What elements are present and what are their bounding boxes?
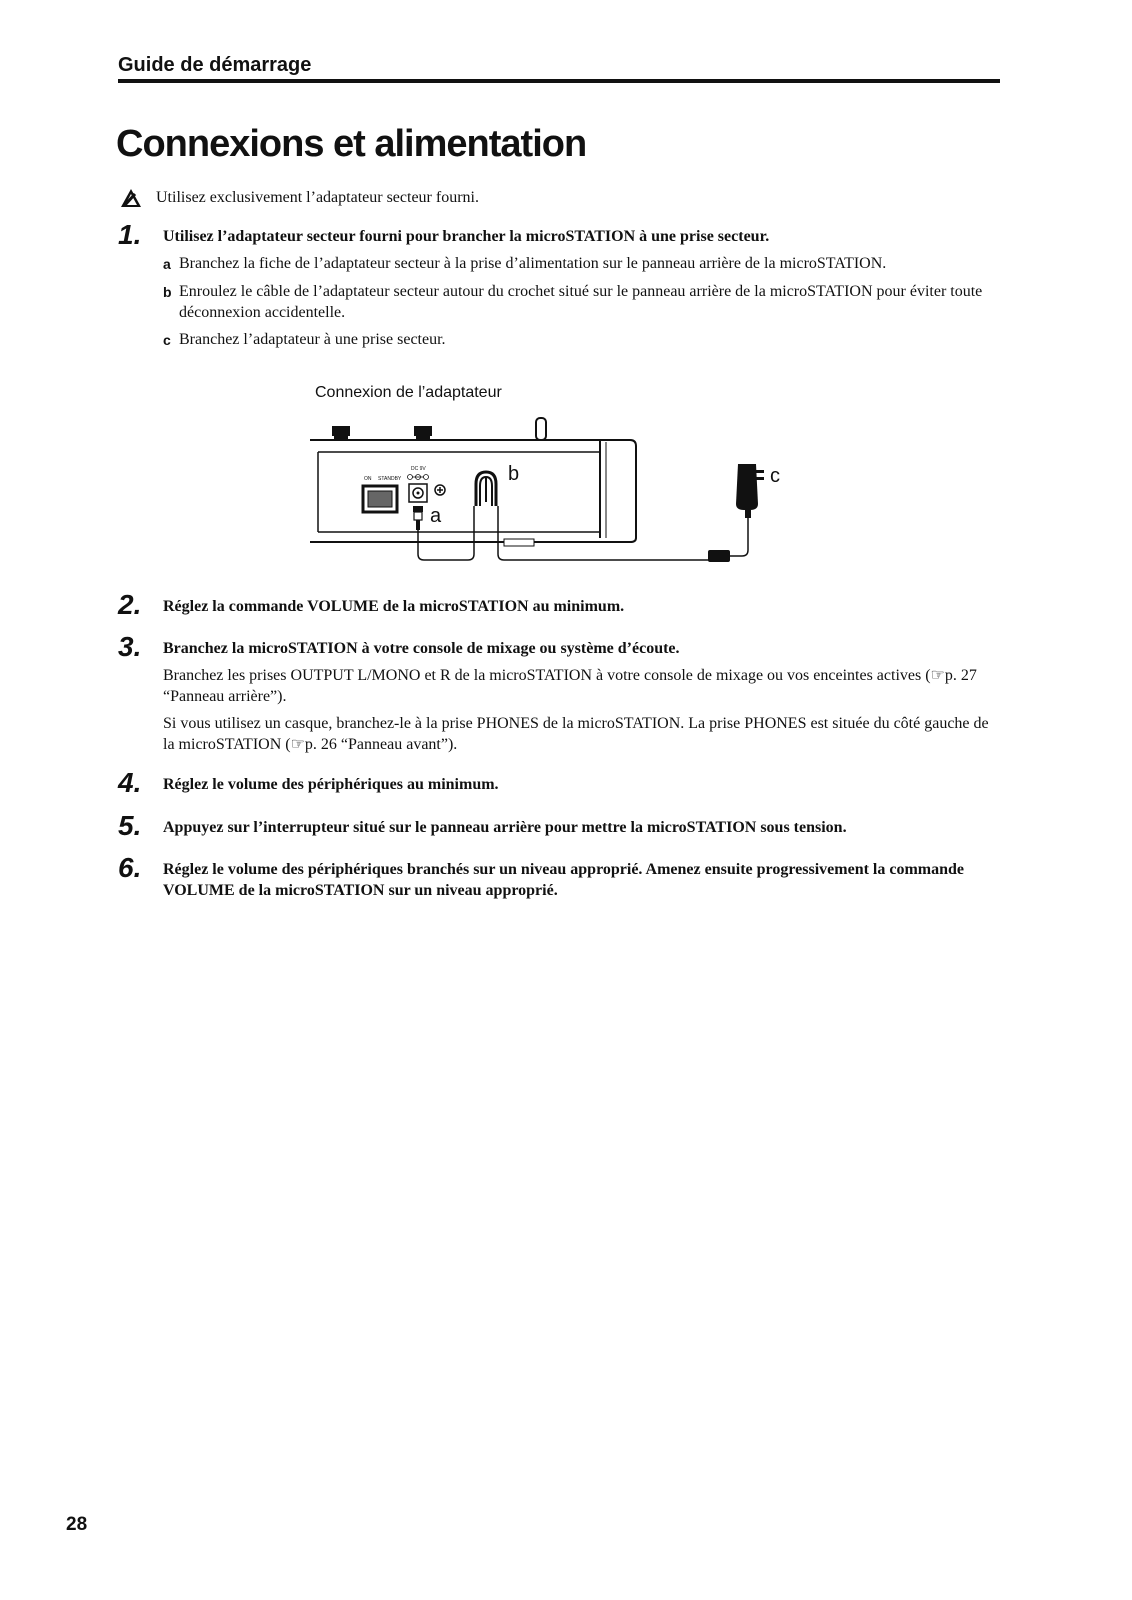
- substep-c: [163, 329, 1002, 351]
- ac-adapter-icon: [736, 464, 764, 518]
- step-body: [163, 253, 1002, 351]
- step-number: 1.: [118, 219, 142, 250]
- step-1: [118, 219, 1002, 351]
- header-title: Guide de démarrage: [118, 54, 312, 76]
- dc-jack-icon: [409, 484, 427, 502]
- substep-text: Enroulez le câble de l’adaptateur secteur autour du crochet situé sur le panneau arrière de la microSTATION pour éviter toute déconnexion accidentelle.: [179, 283, 983, 321]
- step-paragraph: Si vous utilisez un casque, branchez-le à la prise PHONES de la microSTATION. La prise PHONES est située du côté gauche de la microSTATION (☞p. 26 “Panneau avant”).: [163, 715, 989, 753]
- step-number: 2.: [118, 589, 142, 620]
- knob-left: [332, 426, 350, 440]
- substep-b: [163, 281, 1002, 323]
- substep-text: Branchez la fiche de l’adaptateur secteur à la prise d’alimentation sur le panneau arrière de la microSTATION.: [179, 255, 887, 272]
- caution-note: [120, 188, 479, 208]
- substep-letter: a: [163, 256, 171, 272]
- page-number: 28: [66, 1514, 88, 1535]
- step-paragraph: Branchez les prises OUTPUT L/MONO et R de la microSTATION à votre console de mixage ou vos enceintes actives (☞p. 27 “Panneau arrière”).: [163, 667, 977, 705]
- adapter-connection-diagram: [310, 410, 790, 570]
- substep-letter: c: [163, 332, 171, 348]
- power-switch-icon: [363, 486, 397, 512]
- step-4: [118, 767, 1002, 798]
- step-text: Appuyez sur l’interrupteur situé sur le panneau arrière pour mettre la microSTATION sous tension.: [163, 819, 847, 836]
- label-a: a: [430, 505, 442, 527]
- dc-plug-icon: [413, 506, 423, 530]
- cable-core-icon: [708, 550, 730, 562]
- step-number: 4.: [118, 767, 142, 798]
- label-b: b: [508, 463, 520, 485]
- label-c: c: [770, 465, 780, 487]
- running-header: [118, 54, 1000, 83]
- cable-ferrite-icon: [504, 539, 534, 546]
- caution-text: Utilisez exclusivement l’adaptateur secteur fourni.: [156, 189, 479, 206]
- substep-letter: b: [163, 284, 172, 300]
- substep-text: Branchez l’adaptateur à une prise secteur.: [179, 331, 446, 348]
- label-standby: STANDBY: [378, 476, 402, 482]
- step-number: 3.: [118, 631, 142, 662]
- step-6: [118, 852, 1002, 901]
- step-body: [163, 665, 1002, 755]
- step-text: Utilisez l’adaptateur secteur fourni pour brancher la microSTATION à une prise secteur.: [163, 228, 770, 245]
- cable-hook-icon: [476, 472, 496, 506]
- step-5: [118, 810, 1002, 841]
- label-on: ON: [364, 476, 372, 482]
- step-number: 6.: [118, 852, 142, 883]
- label-dc: DC 9V: [411, 466, 426, 472]
- step-text: Réglez la commande VOLUME de la microSTATION au minimum.: [163, 598, 625, 615]
- dc-polarity-icon: [408, 475, 429, 480]
- step-3: [118, 631, 1002, 755]
- figure-caption: Connexion de l’adaptateur: [315, 384, 502, 401]
- step-text: Branchez la microSTATION à votre console de mixage ou système d’écoute.: [163, 640, 680, 657]
- step-2: [118, 589, 1002, 620]
- step-number: 5.: [118, 810, 142, 841]
- knob-middle: [414, 426, 432, 440]
- step-text: Réglez le volume des périphériques branchés sur un niveau approprié. Amenez ensuite progressivement la commande VOLUME de la microSTATION sur un niveau approprié.: [163, 861, 965, 899]
- substep-a: [163, 253, 1002, 275]
- page-title: Connexions et alimentation: [116, 123, 587, 165]
- caution-icon: [120, 188, 142, 208]
- step-text: Réglez le volume des périphériques au minimum.: [163, 776, 499, 793]
- power-cable: [418, 506, 710, 560]
- knob-right: [536, 418, 546, 440]
- polarity-plus-icon: [435, 485, 445, 495]
